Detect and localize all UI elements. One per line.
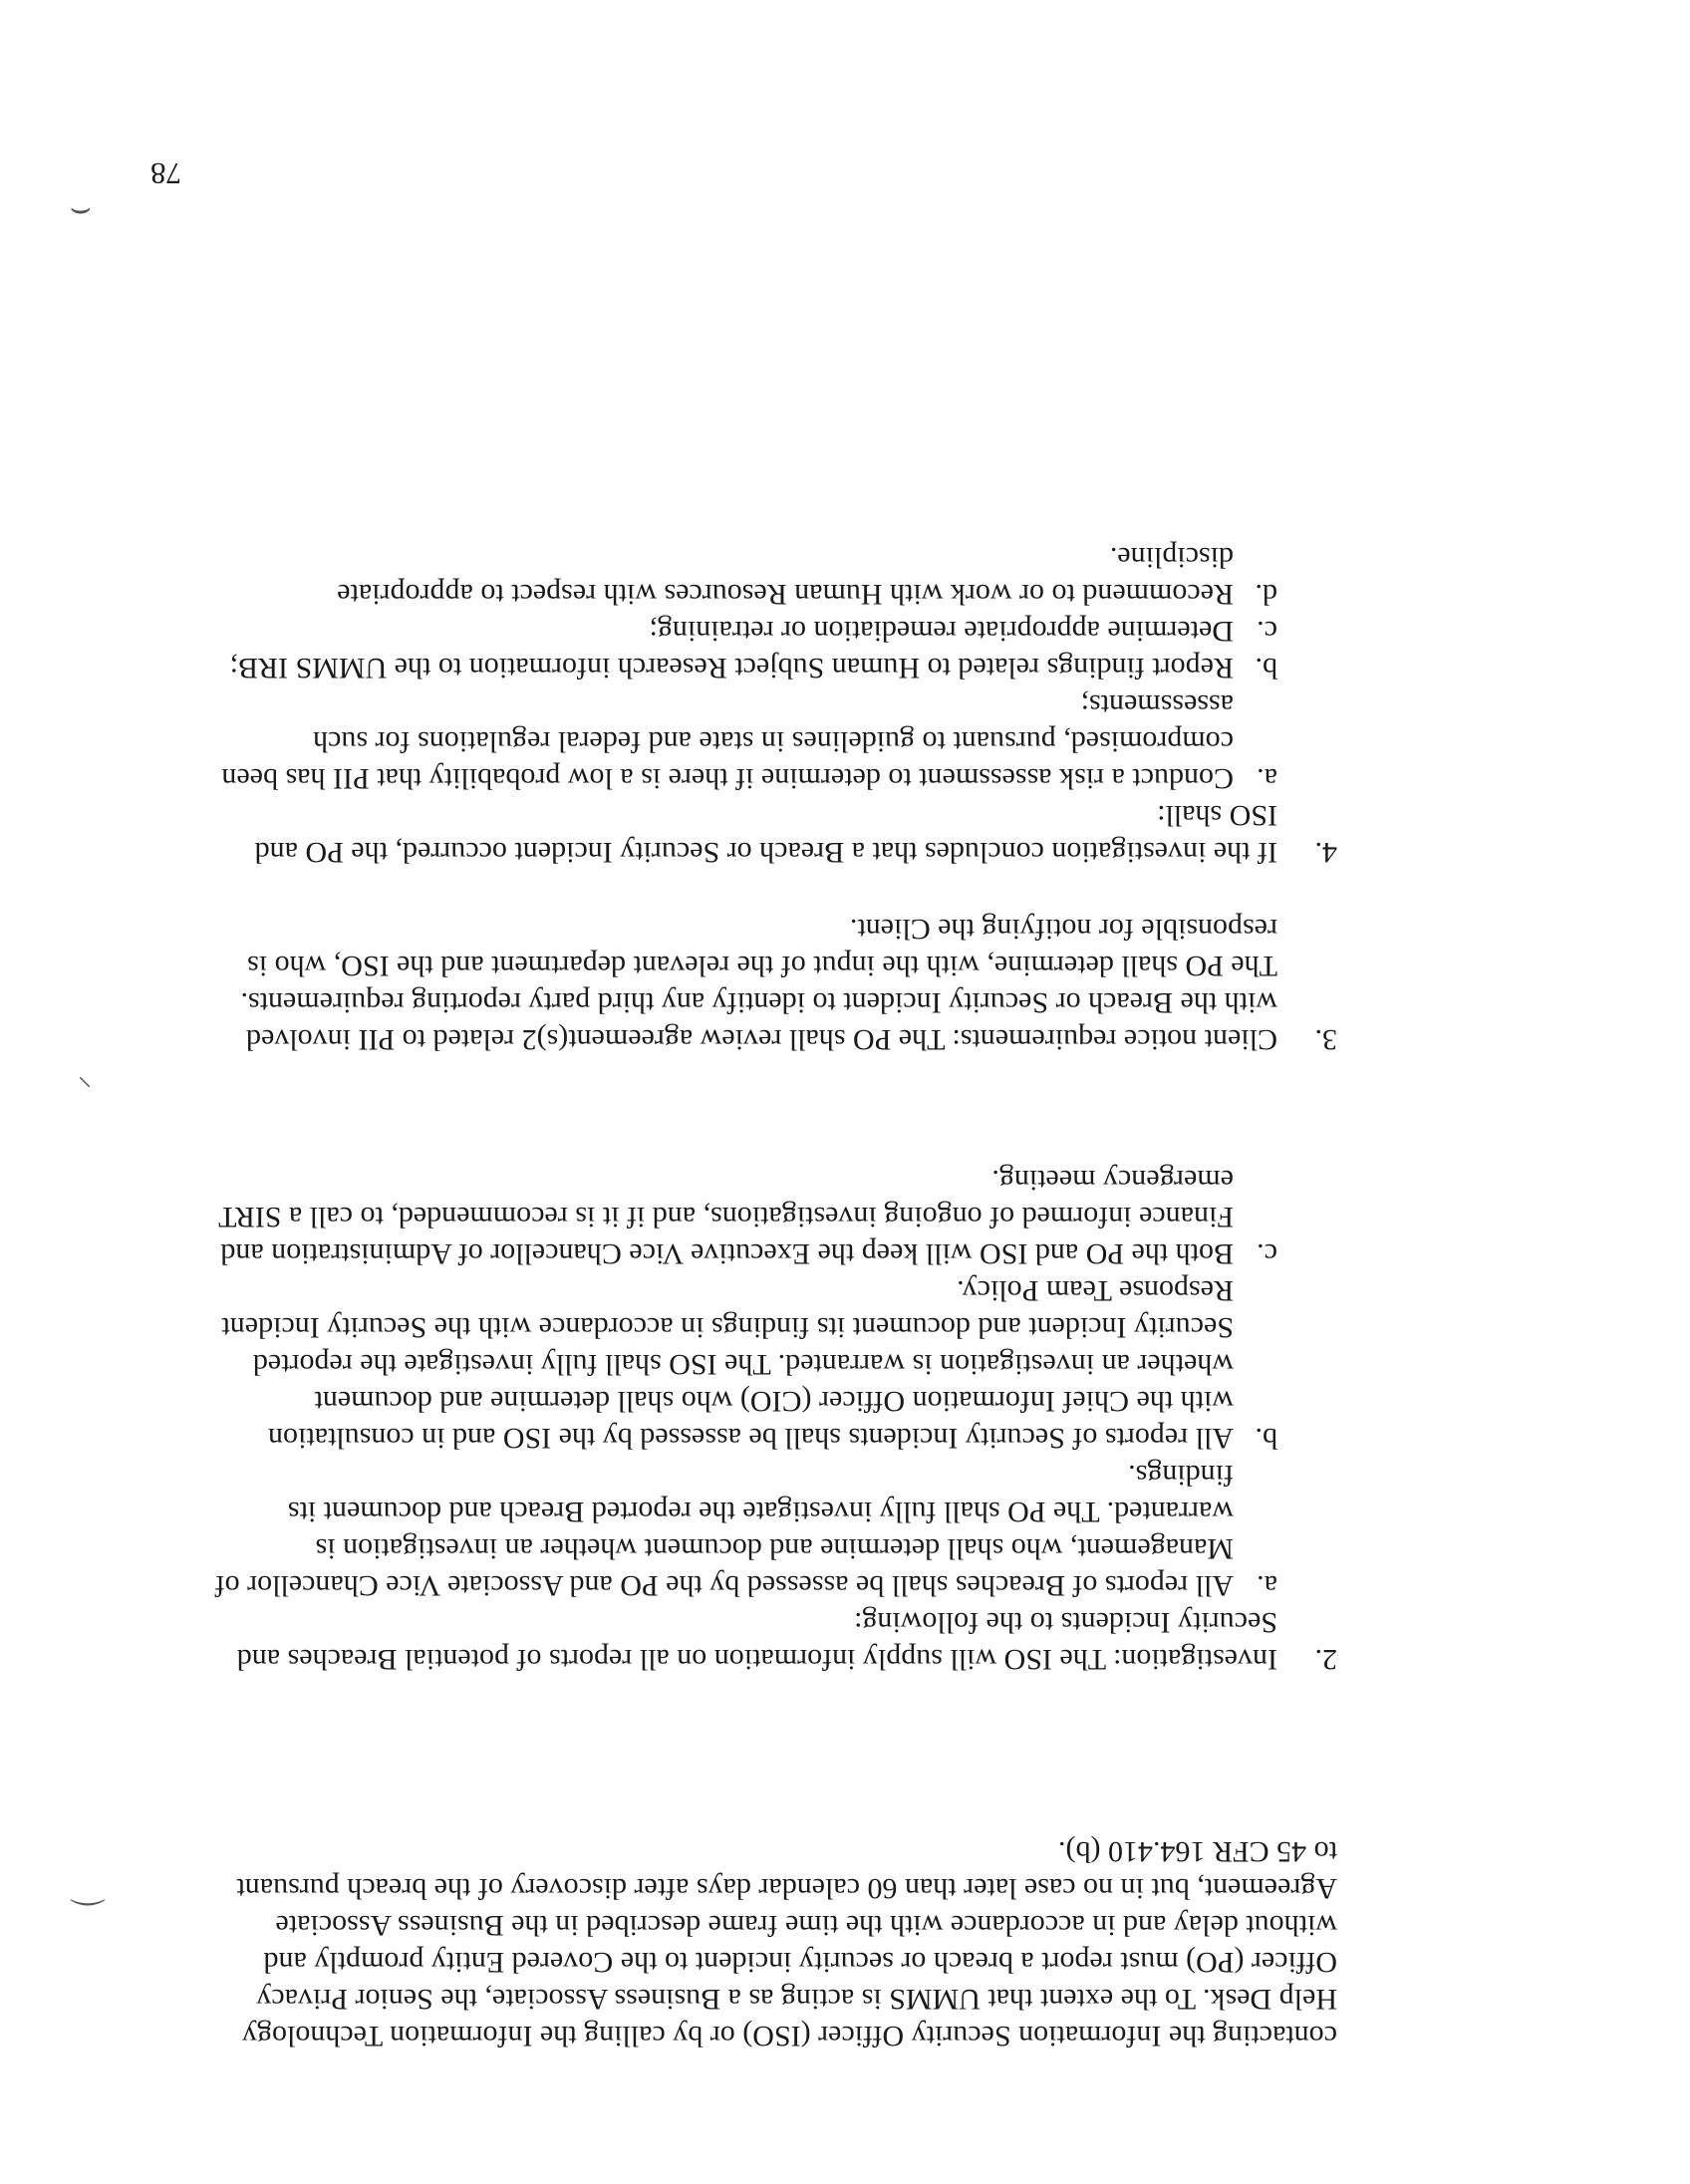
sub-item	[211, 1162, 1277, 1272]
sub-item-text: Report findings related to Human Subject Research information to the UMMS IRB;	[229, 652, 1234, 684]
sub-item-letter: c.	[1257, 615, 1277, 648]
sub-item-text: Conduct a risk assessment to determine if there is a low probability that PII has been compromised, pursuant to guidelines in state and federal regulations for such assessments;	[221, 688, 1234, 795]
numbered-item	[211, 1162, 1337, 1678]
item-text: If the investigation concludes that a Breach or Security Incident occurred, the PO and ISO shall:	[254, 799, 1277, 869]
item-4	[211, 539, 1337, 871]
sub-item	[211, 613, 1277, 650]
scan-mark-bracket: ⸜	[77, 1072, 92, 1103]
sub-item-text: Recommend to or work with Human Resources with respect to appropriate discipline.	[337, 541, 1234, 611]
scan-mark-curve: ⌢	[69, 194, 92, 231]
sub-item-letter: d.	[1255, 578, 1277, 611]
sub-item-letter: a.	[1257, 1569, 1277, 1602]
sub-item	[211, 650, 1277, 686]
item-text: Client notice requirements: The PO shall review agreement(s)2 related to PII involved with the Breach or Security Incident to identify any third party reporting requirements. The PO shall determine, with the input of the relevant department and the ISO, who is responsible for notifying the Client.	[240, 913, 1277, 1056]
sub-item-text: All reports of Breaches shall be assessed by the PO and Associate Vice Chancellor of Management, who shall determine and document whether an investigation is warranted. The PO shall fully investigate the reported Breach and document its findings.	[214, 1459, 1234, 1602]
sub-item-letter: b.	[1255, 652, 1277, 684]
item-number: 4.	[1314, 836, 1337, 869]
item-text: Investigation: The ISO will supply information on all reports of potential Breaches and Security Incidents to the following:	[236, 1606, 1277, 1676]
item-2	[211, 1162, 1337, 1678]
sub-item-text: Determine appropriate remediation or retraining;	[649, 615, 1234, 648]
item-number: 3.	[1314, 1023, 1337, 1056]
numbered-item	[211, 539, 1337, 871]
item-3	[211, 911, 1337, 1058]
numbered-item	[211, 911, 1337, 1058]
scan-mark-arc: ⌒	[69, 1867, 106, 1907]
sub-item-text: Both the PO and ISO will keep the Executive Vice Chancellor of Administration and Finance informed of ongoing investigations, and if it is recommended, to call a SIRT emergency meeting.	[218, 1164, 1234, 1270]
sub-item	[211, 1457, 1277, 1604]
body-text	[211, 1833, 1337, 2054]
page-number: 78	[150, 156, 181, 191]
sub-item-letter: a.	[1257, 762, 1277, 795]
sub-item	[211, 539, 1277, 613]
sub-item	[211, 686, 1277, 797]
lead-paragraph: contacting the Information Security Officer (ISO) or by calling the Information Technology Help Desk. To the extent that UMMS is acting as a Business Associate, the Senior Privacy Officer (PO) must report a breach or security incident to the Covered Entity promptly and without delay and in accordance with the time frame described in the Business Associate Agreement, but in no case later than 60 calendar days after discovery of the breach pursuant to 45 CFR 164.410 (b).	[236, 1835, 1337, 2052]
item-number: 2.	[1314, 1643, 1337, 1676]
sub-item	[211, 1272, 1277, 1457]
sub-item-letter: b.	[1255, 1422, 1277, 1455]
sub-item-text: All reports of Security Incidents shall be assessed by the ISO and in consultation with the Chief Information Officer (CIO) who shall determine and document whether an investigation is warranted. The ISO shall fully investigate the reported Security Incident and document its findings in accordance with the Security Incident Response Team Policy.	[221, 1274, 1234, 1455]
sub-item-letter: c.	[1257, 1237, 1277, 1270]
